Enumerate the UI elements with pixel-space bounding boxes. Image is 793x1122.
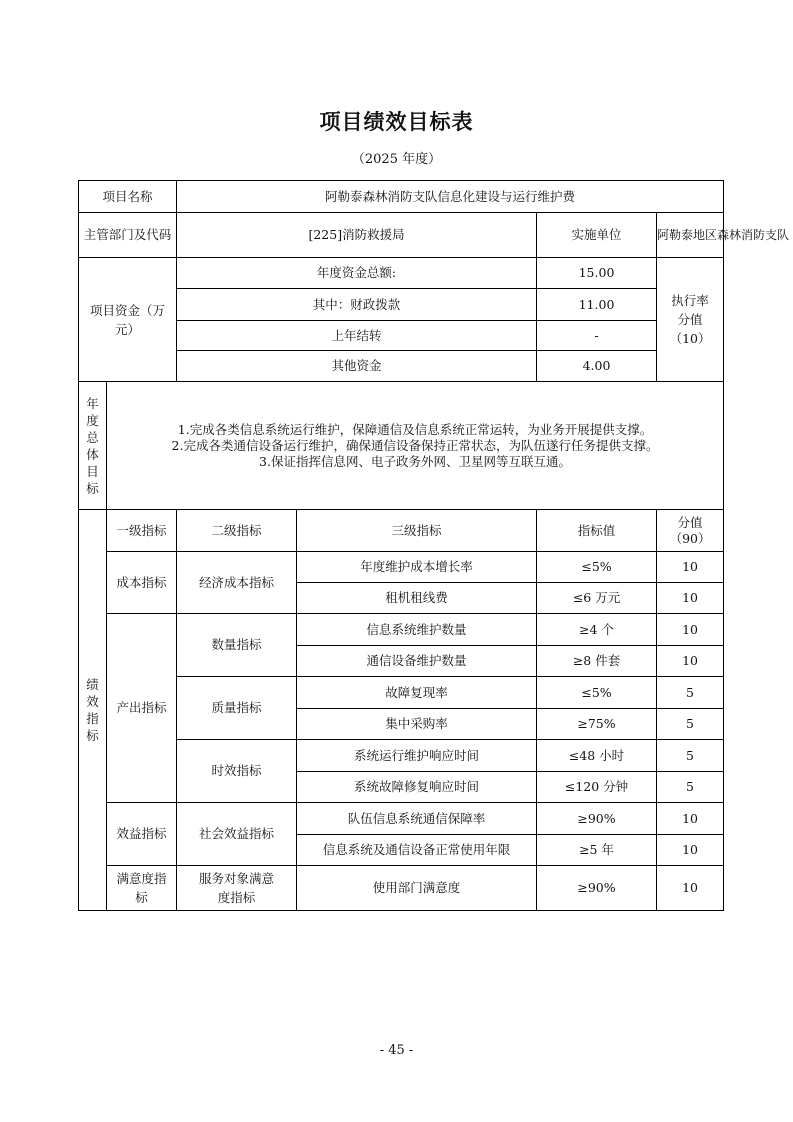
header-level1: 一级指标 [107,510,177,552]
indicator-score: 10 [657,646,724,677]
indicator-score: 10 [657,583,724,614]
indicator-value: ≤5% [537,552,657,583]
l2-timeliness: 时效指标 [177,740,297,803]
table-row [79,614,724,646]
header-score [657,510,724,552]
indicator-name: 信息系统维护数量 [297,614,537,646]
indicator-score: 10 [657,803,724,835]
project-name-value: 阿勒泰森林消防支队信息化建设与运行维护费 [177,181,724,213]
l2-social-benefit: 社会效益指标 [177,803,297,866]
l1-satisfaction-text: 满意度指标 [116,871,167,905]
indicator-score: 10 [657,552,724,583]
page-subtitle: （2025 年度） [351,152,442,167]
impl-value: 阿勒泰地区森林消防支队 [657,213,724,258]
impl-label: 实施单位 [537,213,657,258]
goals-content [107,382,724,510]
l2-quantity: 数量指标 [177,614,297,677]
indicators-label-cell [79,510,107,911]
goal-item-3: 3.保证指挥信息网、电子政务外网、卫星网等互联互通。 [259,453,571,469]
table-row [79,866,724,911]
goal-item-2: 2.完成各类通信设备运行维护，确保通信设备保持正常状态，为队伍遂行任务提供支撑。 [171,437,659,453]
l2-economic-cost: 经济成本指标 [177,552,297,614]
indicator-name: 系统运行维护响应时间 [297,740,537,772]
indicator-value: ≥8 件套 [537,646,657,677]
goals-label: 年度总体目标 [86,395,99,496]
fund-total-label: 年度资金总额: [177,258,537,289]
indicator-value: ≥90% [537,866,657,911]
header-value: 指标值 [537,510,657,552]
fund-fiscal-value: 11.00 [537,289,657,321]
l1-benefit: 效益指标 [107,803,177,866]
indicator-value: ≥75% [537,709,657,740]
exec-rate-label: 执行率分值（10） [669,293,711,346]
department-row [79,213,724,258]
goals-row [79,382,724,510]
fund-carryover-value: - [537,321,657,351]
indicator-name: 故障复现率 [297,677,537,709]
performance-table [78,180,790,911]
project-name-label: 项目名称 [79,181,177,213]
fund-other-value: 4.00 [537,351,657,382]
indicator-score: 5 [657,740,724,772]
indicator-score: 5 [657,677,724,709]
indicator-name: 年度维护成本增长率 [297,552,537,583]
indicator-value: ≤120 分钟 [537,772,657,803]
indicator-value: ≥5 年 [537,835,657,866]
fund-other-label: 其他资金 [177,351,537,382]
indicator-name: 集中采购率 [297,709,537,740]
indicator-name: 通信设备维护数量 [297,646,537,677]
page-title: 项目绩效目标表 [319,110,474,134]
indicator-score: 5 [657,772,724,803]
project-name-row [79,181,724,213]
indicator-score: 10 [657,866,724,911]
l2-quality: 质量指标 [177,677,297,740]
indicator-score: 10 [657,614,724,646]
indicator-name: 队伍信息系统通信保障率 [297,803,537,835]
indicator-score: 5 [657,709,724,740]
fund-total-value: 15.00 [537,258,657,289]
header-score-text: 分值（90） [669,514,711,546]
goals-label-cell [79,382,107,510]
header-level2: 二级指标 [177,510,297,552]
indicator-value: ≥90% [537,803,657,835]
page-number: - 45 - [379,1043,414,1058]
indicator-value: ≥4 个 [537,614,657,646]
dept-label: 主管部门及代码 [79,213,177,258]
fund-fiscal-label: 其中：财政拨款 [177,289,537,321]
indicator-name: 租机租线费 [297,583,537,614]
indicator-value: ≤6 万元 [537,583,657,614]
l1-satisfaction [107,866,177,911]
funds-label [79,258,177,382]
goal-item-1: 1.完成各类信息系统运行维护，保障通信及信息系统正常运转，为业务开展提供支撑。 [177,421,653,437]
header-level3: 三级指标 [297,510,537,552]
indicator-name: 信息系统及通信设备正常使用年限 [297,835,537,866]
table-row [79,803,724,835]
fund-row-total [79,258,724,289]
table-row [79,552,724,583]
indicator-header-row [79,510,724,552]
indicator-name: 使用部门满意度 [297,866,537,911]
indicator-value: ≤48 小时 [537,740,657,772]
l2-service-satisfaction-text: 服务对象满意度指标 [199,871,275,905]
l1-output: 产出指标 [107,614,177,803]
fund-carryover-label: 上年结转 [177,321,537,351]
l1-cost: 成本指标 [107,552,177,614]
exec-rate-cell [657,258,724,382]
dept-value: [225]消防救援局 [177,213,537,258]
funds-label-text: 项目资金（万元） [89,302,165,337]
l2-service-satisfaction [177,866,297,911]
indicator-name: 系统故障修复响应时间 [297,772,537,803]
indicators-label: 绩效指标 [86,677,99,743]
indicator-score: 10 [657,835,724,866]
indicator-value: ≤5% [537,677,657,709]
